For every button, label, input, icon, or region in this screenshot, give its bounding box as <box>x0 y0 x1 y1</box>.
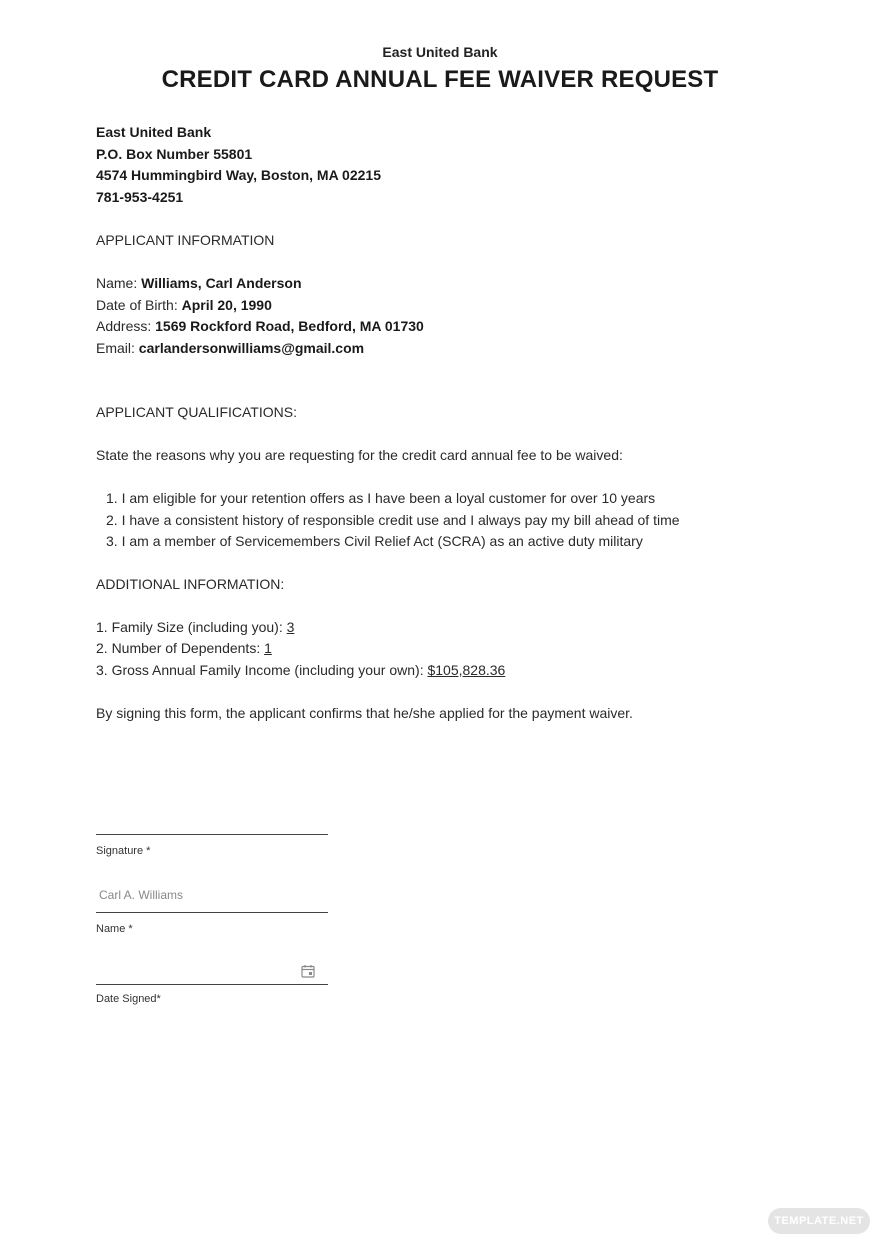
family-size-label: 1. Family Size (including you): <box>96 619 283 635</box>
qualification-text: I am a member of Servicemembers Civil Relief Act (SCRA) as an active duty military <box>121 533 643 549</box>
calendar-icon[interactable] <box>301 964 315 978</box>
income-value: $105,828.36 <box>427 662 506 678</box>
additional-section-title: ADDITIONAL INFORMATION: <box>96 576 285 592</box>
qualification-number: 2. <box>106 512 118 528</box>
name-line <box>96 912 328 913</box>
qualifications-section-title: APPLICANT QUALIFICATIONS: <box>96 404 297 420</box>
page-title: CREDIT CARD ANNUAL FEE WAIVER REQUEST <box>161 66 719 93</box>
qualification-item <box>106 511 680 529</box>
dependents-row <box>96 639 272 657</box>
confirmation-text: By signing this form, the applicant confirms that he/she applied for the payment waiver. <box>96 705 633 721</box>
applicant-address-row <box>96 317 424 335</box>
applicant-address-label: Address: <box>96 318 152 334</box>
qualifications-prompt: State the reasons why you are requesting for the credit card annual fee to be waived: <box>96 447 623 463</box>
applicant-email-value: carlandersonwilliams@gmail.com <box>138 340 365 356</box>
applicant-email-row <box>96 339 364 357</box>
applicant-dob-row <box>96 296 272 314</box>
qualification-number: 1. <box>106 490 118 506</box>
watermark-badge: TEMPLATE.NET <box>768 1208 870 1234</box>
qualification-text: I am eligible for your retention offers as I have been a loyal customer for over 10 years <box>121 490 656 506</box>
applicant-dob-value: April 20, 1990 <box>181 297 272 313</box>
bank-po-box: P.O. Box Number 55801 <box>96 146 253 162</box>
bank-name: East United Bank <box>96 124 212 140</box>
header-bank-name: East United Bank <box>382 44 498 60</box>
signature-label: Signature * <box>96 845 151 857</box>
income-label: 3. Gross Annual Family Income (including your own): <box>96 662 424 678</box>
applicant-email-label: Email: <box>96 340 135 356</box>
applicant-name-label: Name: <box>96 275 138 291</box>
family-size-value: 3 <box>286 619 295 635</box>
date-signed-label: Date Signed* <box>96 993 161 1005</box>
qualification-text: I have a consistent history of responsible credit use and I always pay my bill ahead of time <box>121 512 680 528</box>
date-signed-line[interactable] <box>96 984 328 985</box>
dependents-value: 1 <box>264 640 272 656</box>
signature-line[interactable] <box>96 834 328 835</box>
name-label: Name * <box>96 923 133 935</box>
bank-street: 4574 Hummingbird Way, Boston, MA 02215 <box>96 167 381 183</box>
bank-phone: 781-953-4251 <box>96 189 184 205</box>
applicant-address-value: 1569 Rockford Road, Bedford, MA 01730 <box>155 318 424 334</box>
family-size-row <box>96 618 294 636</box>
applicant-name-row <box>96 274 302 292</box>
applicant-section-title: APPLICANT INFORMATION <box>96 232 275 248</box>
applicant-dob-label: Date of Birth: <box>96 297 178 313</box>
applicant-name-value: Williams, Carl Anderson <box>141 275 302 291</box>
qualification-item <box>106 489 655 507</box>
income-row <box>96 661 505 679</box>
dependents-label: 2. Number of Dependents: <box>96 640 261 656</box>
qualification-item <box>106 532 643 550</box>
name-field[interactable]: Carl A. Williams <box>99 888 184 902</box>
qualification-number: 3. <box>106 533 118 549</box>
